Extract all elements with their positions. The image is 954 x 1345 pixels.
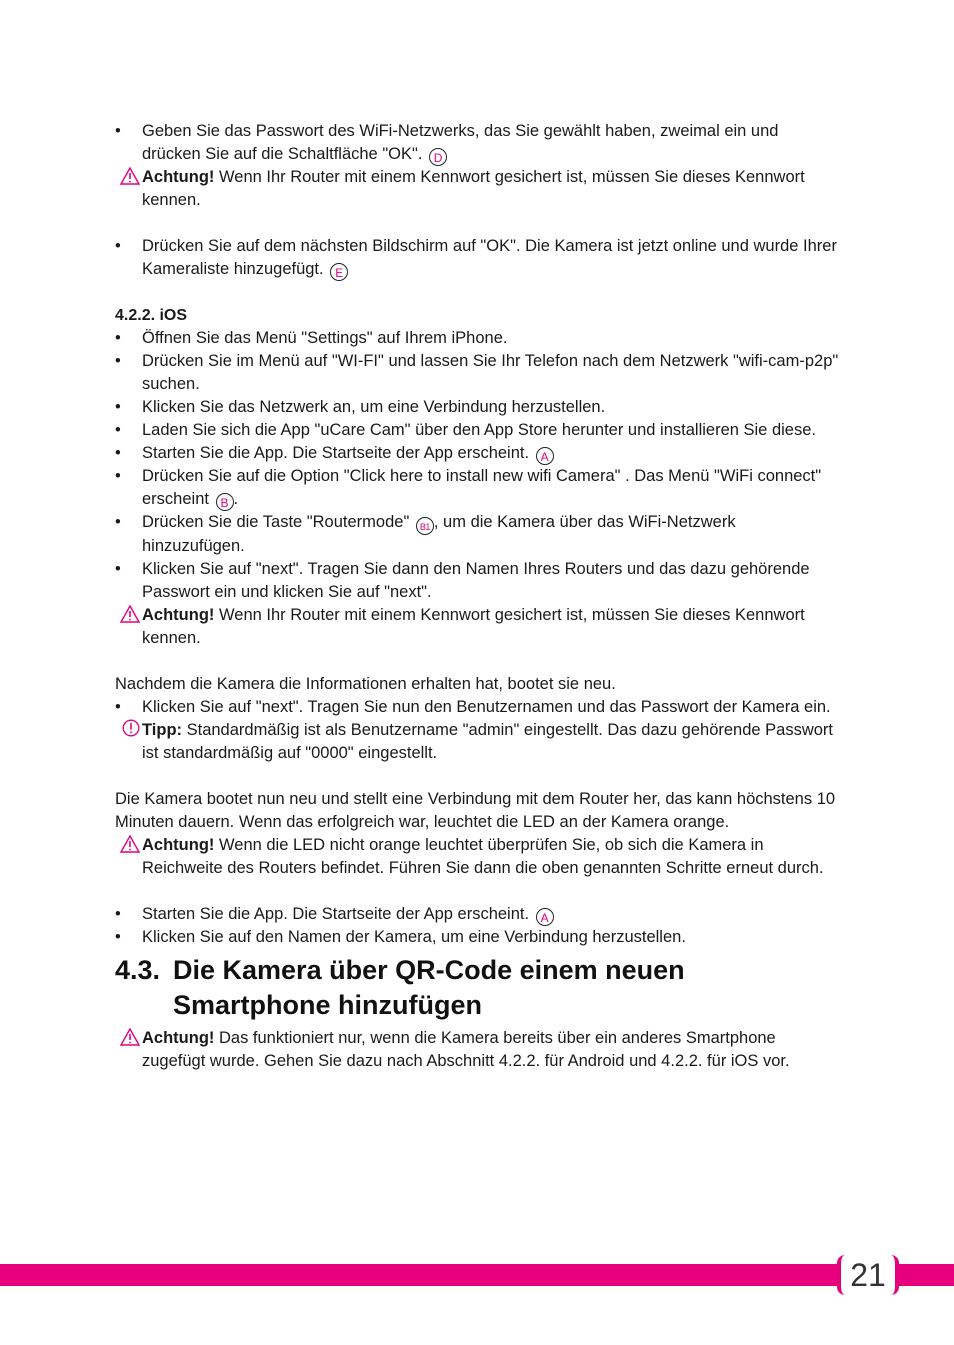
bullet: • — [115, 237, 121, 255]
step-text-continued: , um die Kamera über das WiFi-Netzwerk hinzuzufügen. — [142, 513, 736, 555]
marker-e: E — [330, 263, 348, 281]
list-item — [115, 350, 840, 396]
bullet: • — [115, 698, 121, 716]
warning-text: Wenn Ihr Router mit einem Kennwort gesichert ist, müssen Sie dieses Kennwort kennen. — [142, 168, 805, 209]
list-item — [115, 926, 840, 949]
bullet: • — [115, 905, 121, 923]
step-text: Klicken Sie auf "next". Tragen Sie dann den Namen Ihres Routers und das dazu gehörende Passwort ein und klicken Sie auf "next". — [142, 560, 810, 601]
step-text: Klicken Sie auf den Namen der Kamera, um eine Verbindung herzustellen. — [142, 928, 686, 946]
warning-note — [115, 604, 840, 650]
step-text: Öffnen Sie das Menü "Settings" auf Ihrem iPhone. — [142, 329, 508, 347]
warning-note — [115, 166, 840, 212]
period: . — [233, 490, 239, 508]
warning-label: Achtung! — [142, 836, 215, 854]
page-content — [115, 120, 840, 1073]
bullet: • — [115, 398, 121, 416]
section-title: Die Kamera über QR-Code einem neuen Smartphone hinzufügen — [173, 955, 685, 1020]
step-text: Laden Sie sich die App "uCare Cam" über den App Store herunter und installieren Sie diese. — [142, 421, 816, 439]
list-item — [115, 396, 840, 419]
list-item — [115, 235, 840, 281]
ios-heading: 4.2.2. iOS — [115, 307, 188, 324]
bullet: • — [115, 928, 121, 946]
list-item — [115, 327, 840, 350]
bullet: • — [115, 444, 121, 462]
bullet: • — [115, 560, 121, 578]
warning-text: Wenn Ihr Router mit einem Kennwort gesichert ist, müssen Sie dieses Kennwort kennen. — [142, 606, 805, 647]
footer-bar — [0, 1264, 954, 1286]
marker-b: B — [216, 493, 234, 511]
step-text: Drücken Sie die Taste "Routermode" — [142, 513, 410, 531]
warning-note — [115, 834, 840, 880]
warning-icon — [120, 835, 140, 853]
section-heading — [115, 953, 840, 1023]
warning-icon — [120, 167, 140, 185]
bullet: • — [115, 421, 121, 439]
marker-a: A — [536, 908, 554, 926]
list-item — [115, 696, 840, 719]
list-item — [115, 120, 840, 166]
step-text: Starten Sie die App. Die Startseite der App erscheint. — [142, 905, 530, 923]
section-number: 4.3. — [115, 955, 161, 985]
bullet: • — [115, 467, 121, 485]
list-item — [115, 903, 840, 926]
step-text: Klicken Sie auf "next". Tragen Sie nun den Benutzernamen und das Passwort der Kamera ein. — [142, 698, 831, 716]
bullet: • — [115, 329, 121, 347]
tip-label: Tipp: — [142, 721, 183, 739]
warning-label: Achtung! — [142, 168, 215, 186]
marker-a: A — [536, 447, 554, 465]
paragraph: Die Kamera bootet nun neu und stellt eine Verbindung mit dem Router her, das kann höchstens 10 Minuten dauern. Wenn das erfolgreich war, leuchtet die LED an der Kamera orange. — [115, 790, 836, 831]
step-text: Drücken Sie auf die Option "Click here to install new wifi Camera" . Das Menü "WiFi connect" erscheint — [142, 467, 822, 508]
tip-note — [115, 719, 840, 765]
step-text: Drücken Sie im Menü auf "WI-FI" und lassen Sie Ihr Telefon nach dem Netzwerk "wifi-cam-p2p" suchen. — [142, 352, 839, 393]
list-item — [115, 419, 840, 442]
warning-note — [115, 1027, 840, 1073]
list-item — [115, 511, 840, 558]
step-text: Starten Sie die App. Die Startseite der App erscheint. — [142, 444, 530, 462]
marker-d: D — [429, 148, 447, 166]
step-text: Klicken Sie das Netzwerk an, um eine Verbindung herzustellen. — [142, 398, 606, 416]
paragraph: Nachdem die Kamera die Informationen erhalten hat, bootet sie neu. — [115, 675, 616, 693]
list-item — [115, 558, 840, 604]
info-icon — [122, 719, 140, 737]
warning-label: Achtung! — [142, 1029, 215, 1047]
warning-icon — [120, 605, 140, 623]
list-item — [115, 465, 840, 511]
bullet: • — [115, 352, 121, 370]
bullet: • — [115, 513, 121, 531]
step-text: Drücken Sie auf dem nächsten Bildschirm auf "OK". Die Kamera ist jetzt online und wurde Ihrer Kameraliste hinzugefügt. — [142, 237, 837, 278]
warning-text: Wenn die LED nicht orange leuchtet überprüfen Sie, ob sich die Kamera in Reichweite des Routers befindet. Führen Sie dann die oben genannten Schritte erneut durch. — [142, 836, 824, 877]
warning-text: Das funktioniert nur, wenn die Kamera bereits über ein anderes Smartphone zugefügt wurde. Gehen Sie dazu nach Abschnitt 4.2.2. für Android und 4.2.2. für iOS vor. — [142, 1029, 790, 1070]
bullet: • — [115, 122, 121, 140]
step-text: Geben Sie das Passwort des WiFi-Netzwerks, das Sie gewählt haben, zweimal ein und drücken Sie auf die Schaltfläche "OK". — [142, 122, 779, 163]
page-number: 21 — [850, 1257, 886, 1293]
warning-label: Achtung! — [142, 606, 215, 624]
warning-icon — [120, 1028, 140, 1046]
tip-text: Standardmäßig ist als Benutzername "admin" eingestellt. Das dazu gehörende Passwort ist standardmäßig auf "0000" eingestellt. — [142, 721, 834, 762]
marker-b1: B1 — [416, 517, 434, 535]
list-item — [115, 442, 840, 465]
